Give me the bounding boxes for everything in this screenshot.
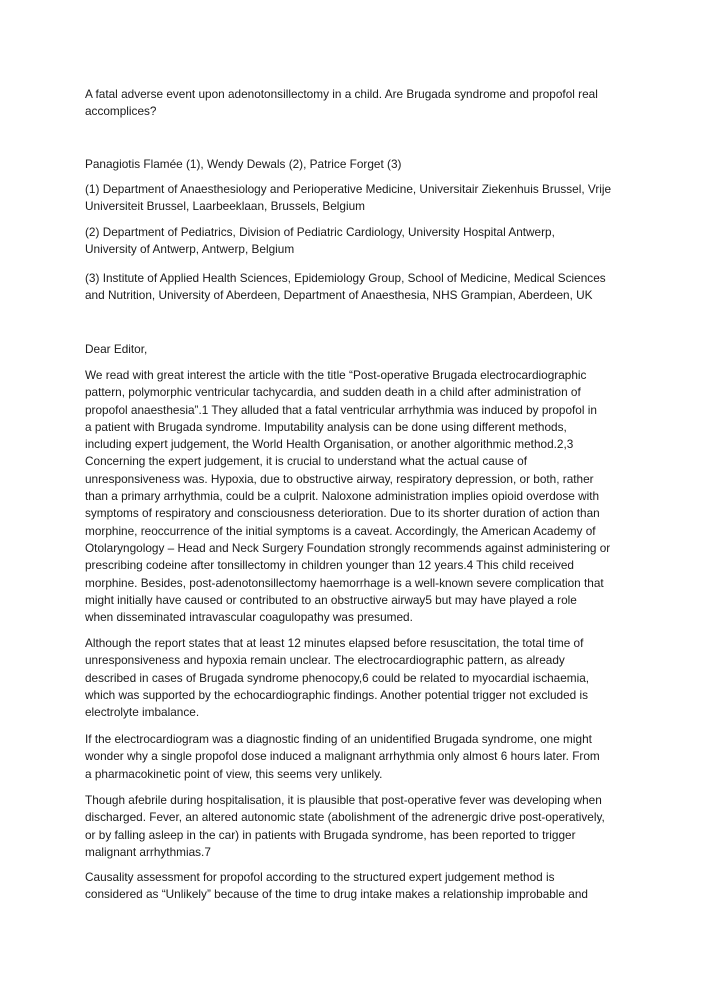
text-line: and Nutrition, University of Aberdeen, Department of Anaesthesia, NHS Grampian, Aberdeen, UK — [85, 288, 593, 303]
text-line: Otolaryngology – Head and Neck Surgery Foundation strongly recommends against administering or — [85, 540, 611, 555]
affiliation-3 — [85, 270, 606, 305]
text-line: (2) Department of Pediatrics, Division of Pediatric Cardiology, University Hospital Antwerp, — [85, 225, 555, 239]
text-line: Though afebrile during hospitalisation, it is plausible that post-operative fever was developing when — [85, 793, 602, 807]
text-line: Although the report states that at least 12 minutes elapsed before resuscitation, the total time of — [85, 636, 584, 650]
text-line: Dear Editor, — [85, 342, 148, 356]
text-line: electrolyte imbalance. — [85, 705, 200, 720]
text-line: University of Antwerp, Antwerp, Belgium — [85, 242, 295, 257]
text-line: (1) Department of Anaesthesiology and Perioperative Medicine, Universitair Ziekenhuis Brussel, Vrije — [85, 182, 612, 196]
text-line: Concerning the expert judgement, it is crucial to understand what the actual cause of — [85, 454, 527, 469]
text-line: prescribing codeine after tonsillectomy in children younger than 12 years.4 This child received — [85, 558, 574, 573]
paragraph-4 — [85, 792, 605, 861]
salutation — [85, 341, 147, 358]
text-line: malignant arrhythmias.7 — [85, 844, 211, 859]
author-list — [85, 156, 401, 173]
text-line: unresponsiveness and hypoxia remain unclear. The electrocardiographic pattern, as already — [85, 653, 565, 668]
paragraph-2 — [85, 635, 589, 721]
text-line: considered as “Unlikely” because of the time to drug intake makes a relationship improbable and — [85, 887, 588, 902]
paragraph-3 — [85, 731, 600, 783]
text-line: If the electrocardiogram was a diagnostic finding of an unidentified Brugada syndrome, one might — [85, 732, 592, 746]
text-line: discharged. Fever, an altered autonomic state (abolishment of the adrenergic drive post-operatively, — [85, 810, 605, 825]
text-line: A fatal adverse event upon adenotonsillectomy in a child. Are Brugada syndrome and propofol real — [85, 87, 598, 101]
paragraph-5 — [85, 869, 588, 904]
text-line: morphine. Besides, post-adenotonsillectomy haemorrhage is a well-known severe complication that — [85, 575, 604, 590]
text-line: including expert judgement, the World Health Organisation, or another algorithmic method.2,3 — [85, 437, 574, 452]
text-line: or by falling asleep in the car) in patients with Brugada syndrome, has been reported to trigger — [85, 827, 576, 842]
text-line: morphine, reoccurrence of the initial symptoms is a caveat. Accordingly, the American Academy of — [85, 523, 596, 538]
text-line: (3) Institute of Applied Health Sciences, Epidemiology Group, School of Medicine, Medical Sciences — [85, 271, 606, 285]
affiliation-1 — [85, 181, 611, 216]
text-line: than a primary arrhythmia, could be a culprit. Naloxone administration implies opioid overdose with — [85, 489, 600, 504]
text-line: described in cases of Brugada syndrome phenocopy,6 could be related to myocardial ischaemia, — [85, 670, 590, 685]
text-line: might initially have caused or contributed to an obstructive airway5 but may have played a role — [85, 592, 577, 607]
article-title — [85, 86, 598, 121]
text-line: Universiteit Brussel, Laarbeeklaan, Brussels, Belgium — [85, 199, 365, 214]
text-line: accomplices? — [85, 104, 157, 119]
paragraph-1 — [85, 367, 610, 626]
text-line: Panagiotis Flamée (1), Wendy Dewals (2), Patrice Forget (3) — [85, 157, 402, 171]
text-line: unresponsiveness was. Hypoxia, due to obstructive airway, respiratory depression, or both, rather — [85, 471, 594, 486]
text-line: propofol anaesthesia”.1 They alluded that a fatal ventricular arrhythmia was induced by propofol in — [85, 402, 597, 417]
text-line: which was supported by the echocardiographic findings. Another potential trigger not excluded is — [85, 687, 588, 702]
text-line: We read with great interest the article with the title “Post-operative Brugada electrocardiographic — [85, 368, 587, 382]
text-line: when disseminated intravascular coagulopathy was presumed. — [85, 610, 413, 625]
affiliation-2 — [85, 224, 555, 259]
text-line: symptoms of respiratory and consciousness deterioration. Due to its shorter duration of action than — [85, 506, 600, 521]
text-line: a pharmacokinetic point of view, this seems very unlikely. — [85, 766, 383, 781]
text-line: Causality assessment for propofol according to the structured expert judgement method is — [85, 870, 555, 884]
text-line: wonder why a single propofol dose induced a malignant arrhythmia only almost 6 hours later. From — [85, 749, 600, 764]
text-line: pattern, polymorphic ventricular tachycardia, and sudden death in a child after administration of — [85, 385, 581, 400]
text-line: a patient with Brugada syndrome. Imputability analysis can be done using different methods, — [85, 419, 567, 434]
